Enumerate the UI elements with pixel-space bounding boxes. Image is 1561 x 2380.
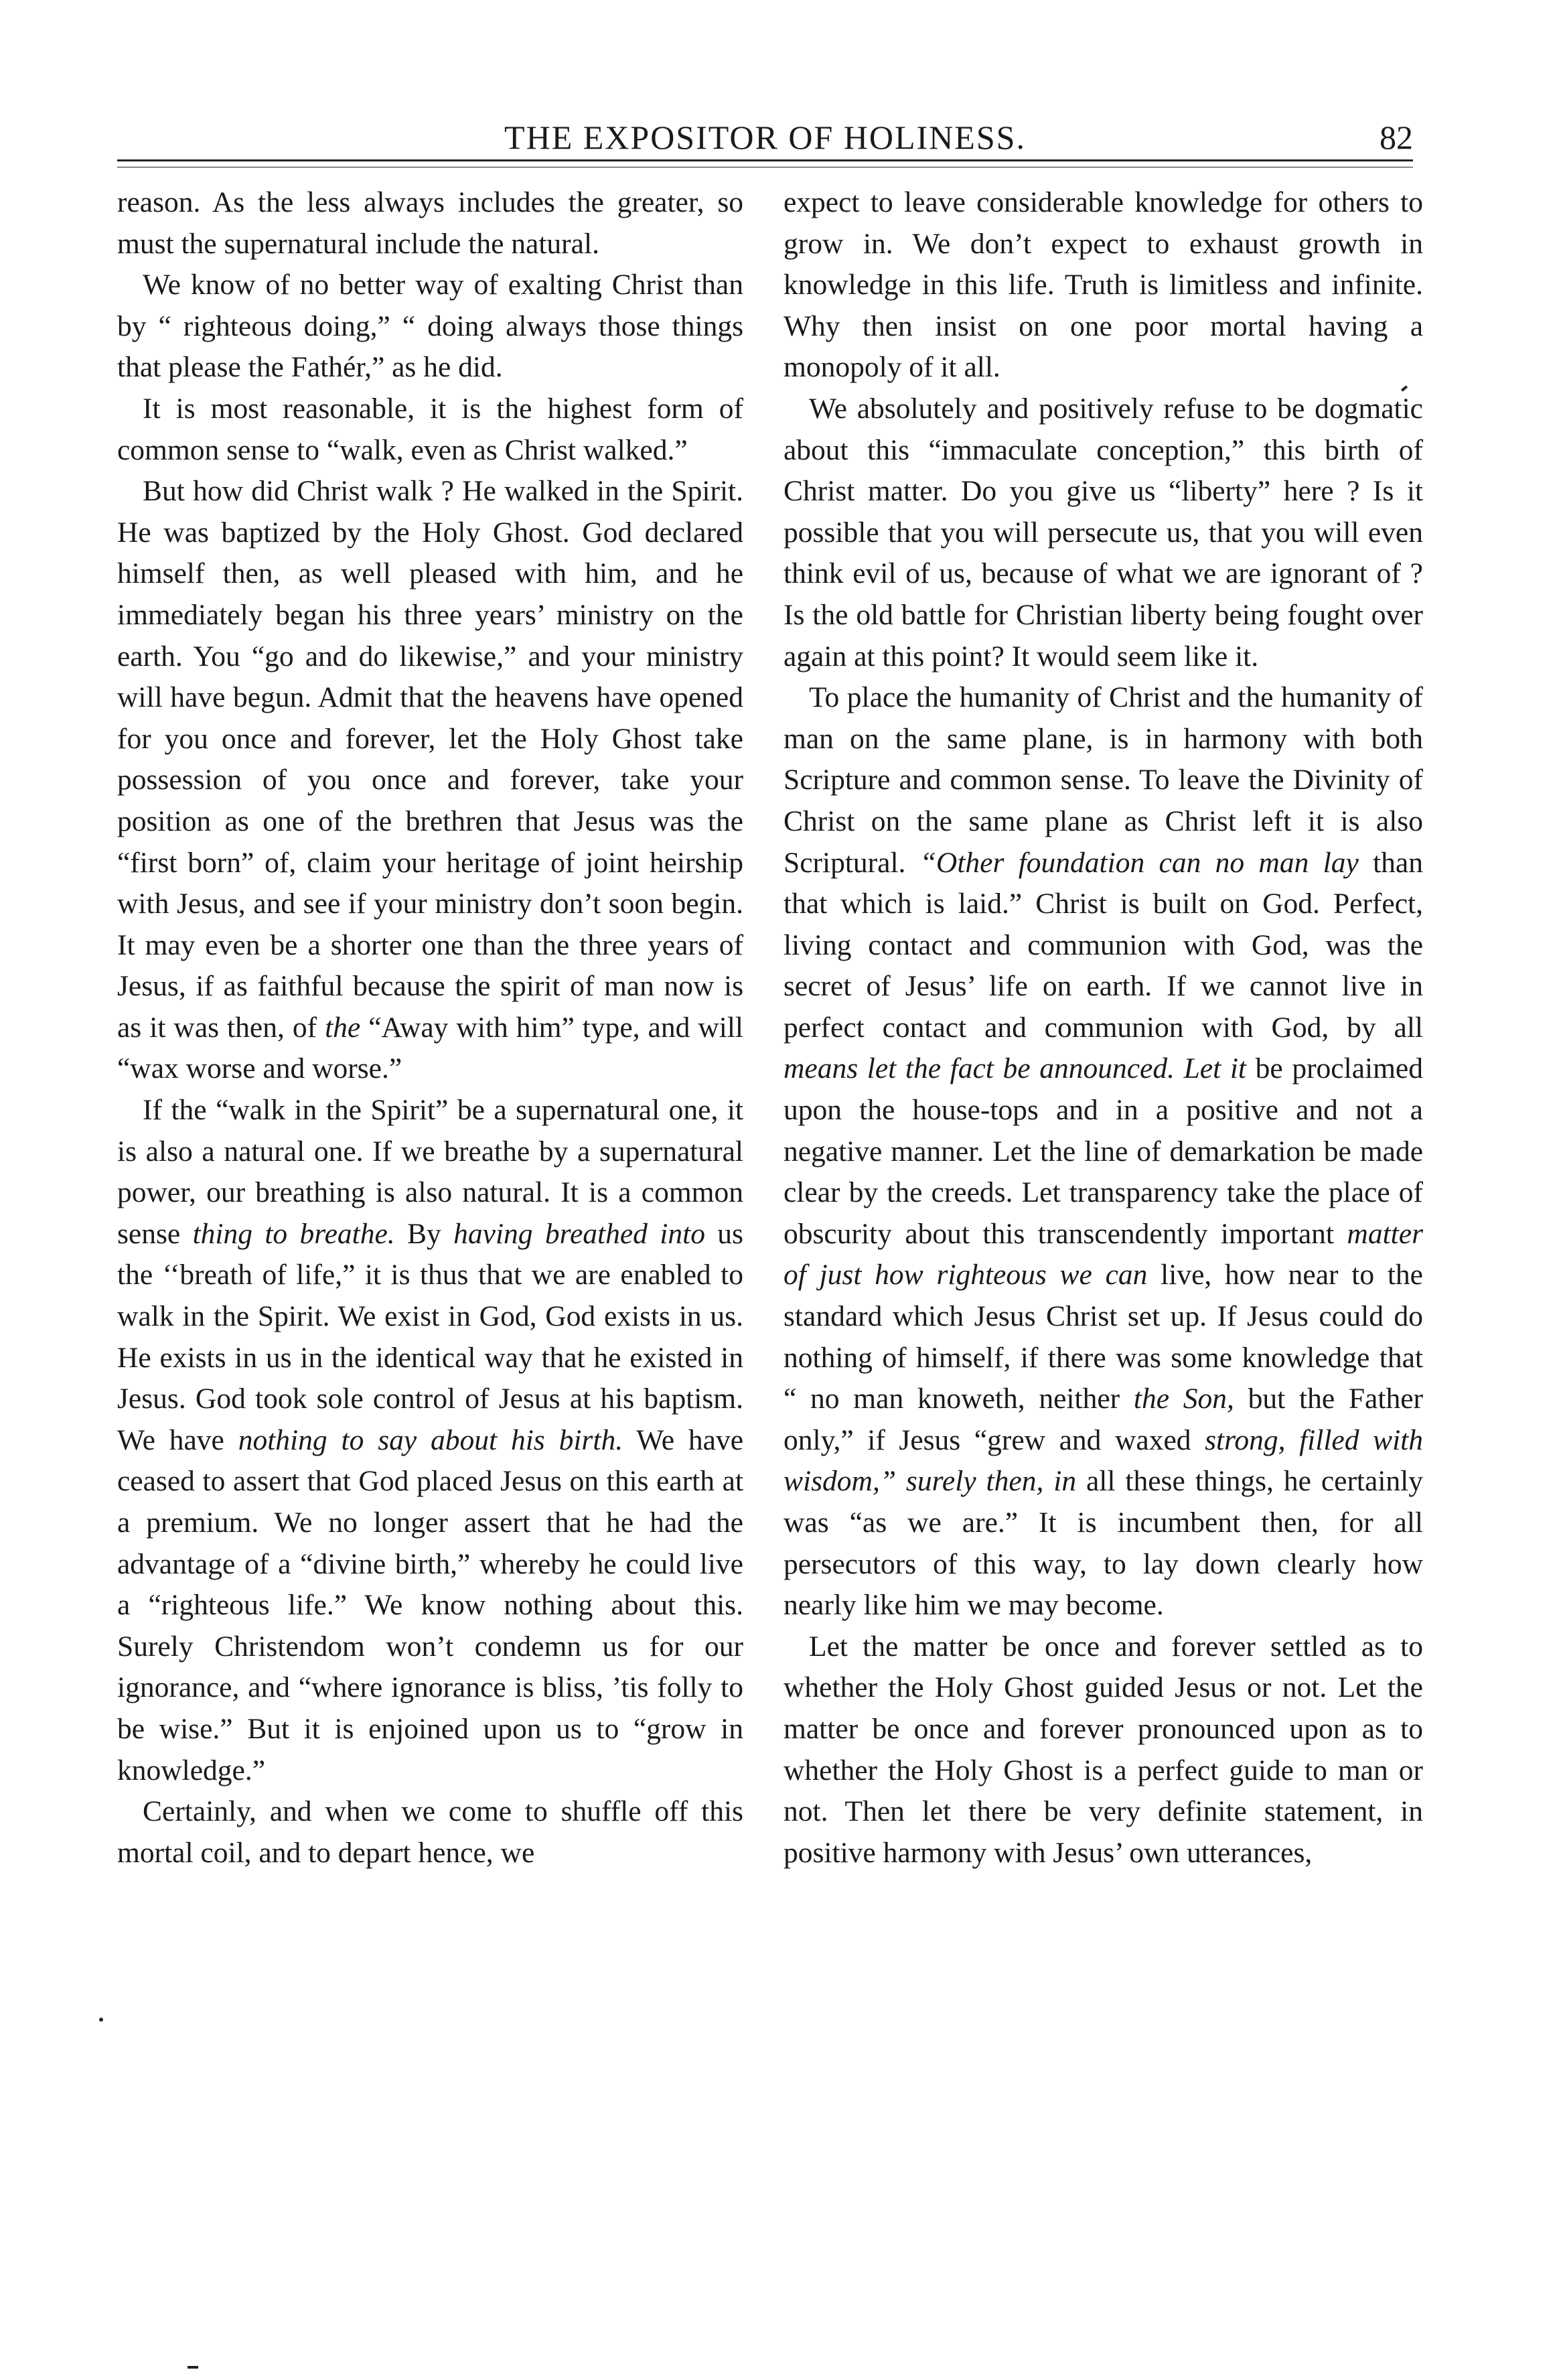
italic-text: having breathed into [453, 1217, 705, 1250]
italic-text: strong, filled with wisdom,” surely then, in [784, 1423, 1423, 1498]
paragraph [784, 677, 1423, 1626]
text-run: us the ‘‘breath of life,” it is thus that we are enabled to walk in the Spirit. We exist in God, God exists in us. He exists in us in the identical way that he existed in Jesus. God took sole control of Jesus at his baptism. We have [117, 1217, 743, 1456]
paragraph [784, 389, 1423, 677]
text-run [1175, 1052, 1184, 1084]
page-number: 82 [1380, 119, 1413, 156]
paragraph [117, 182, 743, 265]
text-run: We know of no better way of exalting Christ than by “ righteous doing,” “ doing always those things that please the Fathér,” as he did. [117, 269, 743, 384]
text-run: “Away with him” type, and will “wax worse and worse.” [117, 1011, 744, 1085]
text-run: If the “walk in the Spirit” be a supernatural one, it is also a natural one. If we breathe by a supernatural power, our breathing is also natural. It is a common sense [117, 1094, 743, 1250]
ink-mark [99, 2018, 103, 2022]
italic-text: thing to breathe. [192, 1217, 395, 1250]
paragraph [117, 471, 743, 1090]
header-rule [117, 159, 1413, 161]
text-run: But how did Christ walk ? He walked in the Spirit. He was baptized by the Holy Ghost. God declared himself then, as well pleased with him, and he immediately began his three years’ ministry on the earth. You “go and do likewise,” and your ministry will have begun. Admit that the heavens have opened for you once and forever, let the Holy Ghost take possession of you once and forever, take your position as one of the brethren that Jesus was the “first born” of, claim your heritage of joint heirship with Jesus, and see if your ministry don’t soon begin. It may even be a shorter one than the three years of Jesus, if as faithful because the spirit of man now is as it was then, of [117, 475, 743, 1044]
text-run: To place the humanity of Christ and the humanity of man on the same plane, is in harmony with both Scripture and common sense. To leave the Divinity of Christ on the same plane as Christ left it is also Scriptural. [784, 681, 1423, 879]
ink-mark [188, 2366, 198, 2369]
text-run: live, how near to the standard which Jesus Christ set up. If Jesus could do nothing of himself, if there was some knowledge that “ no man knoweth, neither [784, 1259, 1423, 1415]
page-header [117, 117, 1413, 157]
paragraph [117, 265, 743, 389]
paragraph [117, 1090, 743, 1791]
italic-text: means let the fact be announced. [784, 1052, 1175, 1085]
text-run: We have ceased to assert that God placed Jesus on this earth at a premium. We no longer assert that he had the advantage of a “divine birth,” whereby he could live a “righteous life.” We know nothing about this. Surely Christendom won’t condemn us for our ignorance, and “where ignorance is bliss, ’tis folly to be wise.” But it is enjoined upon us to “grow in knowledge.” [117, 1423, 744, 1787]
italic-text: the [325, 1011, 361, 1044]
italic-text: “Other foundation can no man lay [919, 846, 1359, 879]
italic-text: matter of just how righteous we can [784, 1217, 1423, 1291]
text-run: Certainly, and when we come to shuffle off this mortal coil, and to depart hence, we [117, 1795, 743, 1869]
text-run: We absolutely and positively refuse to be dogmatic about this “immaculate conception,” this birth of Christ matter. Do you give us “liberty” here ? Is it possible that you will persecute us, that you will even think evil of us, because of what we are ignorant of ? Is the old battle for Christian liberty being fought over again at this point? It would seem like it. [784, 392, 1423, 673]
left-column [117, 182, 743, 1874]
paragraph [784, 182, 1423, 389]
text-run: By [394, 1217, 454, 1250]
text-run: reason. As the less always includes the greater, so must the supernatural include the natural. [117, 186, 743, 260]
paragraph [784, 1626, 1423, 1874]
text-run: It is most reasonable, it is the highest form of common sense to “walk, even as Christ walked.” [117, 392, 743, 466]
italic-text: Let it [1183, 1052, 1246, 1085]
right-column [784, 182, 1423, 1874]
text-run: be proclaimed upon the house-tops and in a positive and not a negative manner. Let the line of demarkation be made clear by the creeds. Let transparency take the place of obscurity about this transcendently important [784, 1052, 1423, 1250]
text-run: expect to leave considerable knowledge for others to grow in. We don’t expect to exhaust growth in knowledge in this life. Truth is limitless and infinite. Why then insist on one poor mortal having a monopoly of it all. [784, 186, 1423, 384]
text-run: all these things, he certainly was “as we are.” It is incumbent then, for all persecutors of this way, to lay down clearly how nearly like him we may become. [784, 1465, 1423, 1622]
italic-text: the Son, [1133, 1383, 1234, 1415]
text-run: than that which is laid.” Christ is built on God. Perfect, living contact and communion with God, was the secret of Jesus’ life on earth. If we cannot live in perfect contact and communion with God, by all [784, 846, 1423, 1044]
page-title: THE EXPOSITOR OF HOLINESS. [504, 119, 1026, 156]
italic-text: nothing to say about his birth. [238, 1423, 623, 1456]
text-run: but the Father only,” if Jesus “grew and waxed [784, 1383, 1423, 1456]
paragraph [117, 1791, 743, 1874]
text-run: Let the matter be once and forever settled as to whether the Holy Ghost guided Jesus or not. Let the matter be once and forever pronounced upon as to whether the Holy Ghost is a perfect guide to man or not. Then let there be very definite statement, in positive harmony with Jesus’ own utterances, [784, 1630, 1423, 1869]
paragraph [117, 389, 743, 471]
